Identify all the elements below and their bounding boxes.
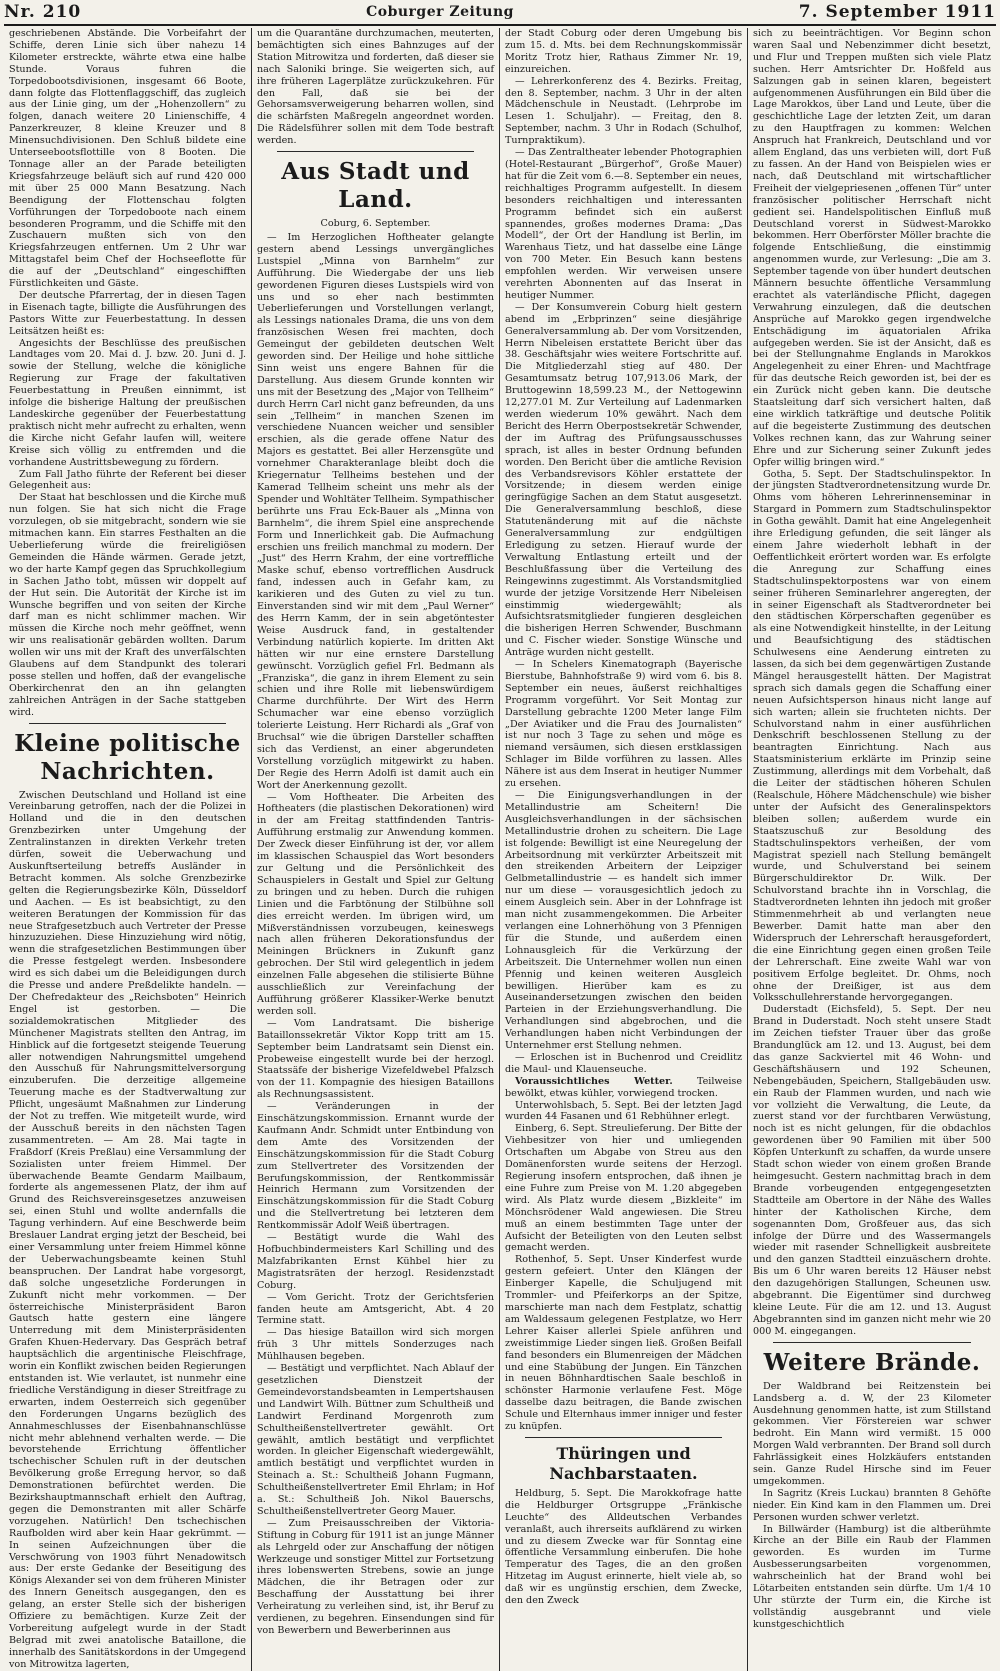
column-1 xyxy=(4,28,252,1671)
column-4 xyxy=(748,28,996,1671)
article-text: In Sagritz (Kreis Luckau) brannten 8 Gehöfte nieder. Ein Kind kam in den Flammen um. Drei Personen wurden schwer verletzt. xyxy=(753,1487,991,1523)
article-text: Zwischen Deutschland und Holland ist eine Vereinbarung getroffen, nach der die Polizei in Holland und die in den deutschen Grenzbezirken unter Umgehung der Zentralinstanzen in direkten Verkehr treten dürfen, soweit die Ueberwachung und Auskunftserteilung betreffs Ausländer in Betracht kommen. Als solche Grenzbezirke gelten die Regierungsbezirke Köln, Düsseldorf und Aachen. — Es ist beabsichtigt, zu den weiteren Beratungen der Kommission für das neue Strafgesetzbuch auch Vertreter der Presse hinzuzuziehen. Diese Hinzuziehung wird nötig, wenn die strafgesetzlichen Bestimmungen über die Presse festgelegt werden. Insbesondere wird es sich dabei um die Beleidigungen durch die Presse und andere Preßdelikte handeln. — Der Chefredakteur des „Reichsboten“ Heinrich Engel ist gestorben. — Die sozialdemokratischen Mitglieder des Münchener Magistrats stellten den Antrag, im Hinblick auf die fortgesetzt steigende Teuerung aller notwendigen Nahrungsmittel umgehend den Ausschuß für Nahrungsmittelversorgung einzuberufen. Die derzeitige allgemeine Teuerung mache es der Stadtverwaltung zur Pflicht, ungesäumt Maßnahmen zur Linderung der Not zu treffen. Wie mitgeteilt wurde, wird der Ausschuß bereits in den nächsten Tagen zusammentreten. — Am 28. Mai tagte in Fraßdorf (Kreis Preßlau) eine Versammlung der Sozialisten unter freiem Himmel. Der überwachende Beamte Gendarm Mailbaum, forderte als angemessenen Platz, der ihm auf Grund des Reichsvereinsgesetzes anzuweisen sei, einen Stuhl und wollte andernfalls die Tagung verhindern. Auf eine Beschwerde beim Breslauer Landrat erging jetzt der Bescheid, bei einer Versammlung unter freiem Himmel könne der Ueberwachungsbeamte keinen Stuhl beanspruchen. Der Landrat habe vorgesorgt, daß solche ungesetzliche Forderungen in Zukunft nicht mehr vorkommen. — Der österreichische Ministerpräsident Baron Gautsch hatte gestern eine längere Unterredung mit dem Ministerpräsidenten Grafen Khuen-Hedervary. Das Gespräch betraf hauptsächlich die argentinische Fleischfrage, worin ein Konflikt zwischen beiden Regierungen entstanden ist. Wie verlautet, ist nunmehr eine friedliche Verständigung in dieser Streitfrage zu erwarten, indem Oesterreich sich gegenüber den Forderungen Ungarns bezüglich des Annahmeschlusses der Eisenbahnanschlüsse nicht mehr ablehnend verhalten werde. — Die bevorstehende Errichtung öffentlicher tschechischer Schulen ruft in der deutschen Bevölkerung große Erregung hervor, so daß Demonstrationen befürchtet werden. Die Bezirkshauptmannschaft erhielt den Auftrag, gegen die Demonstranten mit aller Schärfe vorzugehen. Natürlich! Den tschechischen Raufbolden wird aber kein Haar gekrümmt. — In seinen Aufzeichnungen über die Verschwörung von 1903 führt Nenadowitsch aus: Der erste Gedanke der Beseitigung des Königs Alexander sei von dem früheren Minister des Innern Geneitsch ausgegangen, den es gelang, an erster Stelle sich der bisherigen Offiziere zu bemächtigen. Kurze Zeit der Vorbereitung aufgelegt wurde in der Stadt Belgrad mit zwei anatolische Bataillone, die innerhalb des Sanitätskordons in der Umgegend von Mitrowitza lagerten, xyxy=(9,789,246,1670)
column-3 xyxy=(500,28,748,1671)
article-text: Einberg, 6. Sept. Streulieferung. Der Bitte der Viehbesitzer von hier und umliegenden Ortschaften um Abgabe von Streu aus den Domänenforsten wurde seitens der Herzogl. Regierung insofern entsprochen, daß ihnen je eine Fuhre zum Preise von M. 1.20 abgegeben wird. Als Platz wurde diesem „Bizkleite“ im Mönchsrödener Wald angewiesen. Die Streu muß an einem bestimmten Tage unter der Aufsicht der Beteiligten von den Leuten selbst gemacht werden. xyxy=(505,1123,742,1254)
section-heading-thueringen: Thüringen und Nachbarstaaten. xyxy=(549,1443,698,1483)
article-text: Zum Fall Jatho führte der Referent bei dieser Gelegenheit aus: xyxy=(9,468,246,492)
divider xyxy=(277,151,474,152)
article-text: — Die Einigungsverhandlungen in der Metallindustrie am Scheitern! Die Ausgleichsverhandlungen in der sächsischen Metallindustrie drohen zu scheitern. Die Lage ist folgende: Bewilligt ist eine Neuregelung der Arbeitsordnung mit verkürzter Arbeitszeit mit den streikenden Arbeitern der Leipziger Gelbmetallindustrie — es handelt sich immer nur um diese — vorausgesichtlich jedoch zu einem Ausgleich sein. Aber in der Lohnfrage ist man nicht zusammengekommen. Die Arbeiter verlangen eine Lohnerhöhung von 3 Pfennigen für die Stunde, und außerdem einen Lohnausgleich für die Verkürzung der Arbeitszeit. Die Unternehmer wollen nun einen Pfennig und keinen weiteren Ausgleich bewilligen. Hierüber kam es zu Auseinandersetzungen zwischen den beiden Parteien in der Erziehungsverhandlung. Die Verhandlungen sind abgebrochen, und die Verhandlungen haben nicht Verbindungen der Unternehmer erst Stellung nehmen. xyxy=(505,790,742,1052)
paper-title: Coburger Zeitung xyxy=(366,4,514,20)
weather-text: Teilweise bewölkt, etwas kühler, vorwiegend trocken. xyxy=(505,1075,742,1099)
dateline: Coburg, 6. September. xyxy=(320,218,431,230)
article-text: — Bestätigt wurde die Wahl des Hofbuchbindermeisters Karl Schilling und des Malzfabrikanten Ernst Kühbel hier zu Magistratsräten der herzogl. Residenzstadt Coburg. xyxy=(257,1232,494,1291)
section-heading-stadt-und-land: Aus Stadt und Land. xyxy=(281,158,470,214)
article-text: — Bestätigt und verpflichtet. Nach Ablauf der gesetzlichen Dienstzeit der Gemeindevorstandsbeamten in Lempertshausen und Landwirt Wilh. Büttner zum Schultheiß und Landwirt Ferdinand Morgenroth zum Schultheißenstellvertreter gewählt. Ort gewählt, amtlich bestätigt und verpflichtet worden. In gleicher Eigenschaft wiedergewählt, amtlich bestätigt und verpflichtet wurden in Steinach a. St.: Schultheiß Johann Fugmann, Schultheißenstellvertreter Emil Ehrlam; in Hof a. St.: Schultheiß Joh. Nikol Bauerschs, Schultheißenstellvertreter Georg Mauer. xyxy=(257,1363,494,1517)
article-text: — Vom Hoftheater. Die Arbeiten des Hoftheaters (die plastischen Dekorationen) wird in der am Freitag stattfindenden Tantris-Aufführung erstmalig zur Anwendung kommen. Der Zweck dieser Einführung ist der, vor allem im klassischen Schauspiel das Wort besonders zur Geltung und die Persönlichkeit des Schauspielers in Gestalt und Spiel zur Geltung zu bringen und zu heben. Durch die ruhigen Linien und die Farbtönung der Stilbühne soll dies erreicht werden. Im übrigen wird, um Mißverständnissen vorzubeugen, keineswegs nach allen früheren Dekorationsfundus der Meiningen Brückners in Zukunft ganz gebrochen. Der Stil wird gelegentlich in jedem einzelnen Falle abgesehen die stilisierte Bühne ausschließlich zur Vereinfachung der Aufführung größerer Klassiker-Werke benutzt werden soll. xyxy=(257,791,494,1017)
article-text: Der deutsche Pfarrertag, der in diesen Tagen in Eisenach tagte, billigte die Ausführungen des Pastors Witte zur Feuerbestattung. In dessen Leitsätzen heißt es: xyxy=(9,289,246,337)
article-text: Angesichts der Beschlüsse des preußischen Landtages vom 20. Mai d. J. bzw. 20. Juni d. J. sowie der Stellung, welche die königliche Regierung zur Frage der fakultativen Feuerbestattung in Preußen einnimmt, ist infolge die bisherige Haltung der preußischen Landeskirche gegenüber der Feuerbestattung praktisch nicht mehr aufrecht zu erhalten, wenn die Kirche nicht Gefahr laufen will, weitere Kreise sich völlig zu entfremden und die vorhandene Austrittsbewegung zu fördern. xyxy=(9,337,246,468)
section-heading-kleine-nachrichten: Kleine politische Nachrichten. xyxy=(14,729,241,785)
issue-date: 7. September 1911 xyxy=(798,2,996,22)
article-text: um die Quarantäne durchzumachen, meuterten, bemächtigten sich eines Bahnzuges auf der Station Mitrowitza und forderten, daß dieser sie nach Saloniki bringe. Sie weigerten sich, auf ihre früheren Lagerplätze zurückzukehren. Für den Fall, daß sie bei der Gehorsamsverweigerung beharren wollen, sind die schärfsten Maßregeln angeordnet worden. Die Rädelsführer sollen mit dem Tode bestraft werden. xyxy=(257,28,494,147)
divider xyxy=(525,1437,722,1438)
article-text: — Vom Gericht. Trotz der Gerichtsferien fanden heute am Amtsgericht, Abt. 4 20 Termine statt. xyxy=(257,1291,494,1327)
article-text: — Im Herzoglichen Hoftheater gelangte gestern abend Lessings unvergängliches Lustspiel „Minna von Barnhelm“ zur Aufführung. Die Wiedergabe der uns lieb gewordenen Figuren dieses Lustspiels wird von uns und so eher nach bestimmten Ueberlieferungen und Vorstellungen verlangt, als Lessings nationales Drama, die uns von dem französischen Wesen frei machten, doch Gemeingut der gebildeten deutschen Welt geworden sind. Der Heilige und hohe sittliche Sinn weist uns engere Bahnen für die Darstellung. Aus diesem Grunde konnten wir uns mit der Besetzung des „Major von Tellheim“ durch Herrn Carl nicht ganz befreunden, da uns sein „Tellheim“ in manchen Szenen im verschiedene Nuancen weicher und sensibler erschien, als die gerade offene Natur des Majors es gestattet. Bei aller Herzensgüte und vornehmer Charakteranlage bleibt doch die Kriegernatur Tellheims bestehen und der Kamerad Tellheim scheint uns mehr als der Spender und Wohltäter Tellheim. Sympathischer berührte uns Frau Eck-Bauer als „Minna von Barnhelm“, die ihrem Spiel eine ansprechende Form und Innerlichkeit gab. Die Aufmachung erschien uns freilich manchmal zu modern. Der „Just“ des Herrn Krahm, der eine vortreffliche Maske schuf, ebenso vortrefflichen Ausdruck fand, indessen auch in Gefahr kam, zu karikieren und des Guten zu viel zu tun. Einverstanden sind wir mit dem „Paul Werner“ des Herrn Kamm, der in sein abgetöntester Weise Ausdruck fand, in gestaltender Verbindung natürlich kopierte. Im dritten Akt hätten wir nur eine ernstere Darstellung gewünscht. Vorzüglich gefiel Frl. Bedmann als „Franziska“, die ganz in ihrem Element zu sein schien und ihre Rolle mit liebenswürdigem Charme durchführte. Der Wirt des Herrn Schumacher war eine ebenso vorzüglich tolerierte Leistung. Herr Richardi als „Graf von Bruchsal“ wie die übrigen Darsteller schafften sich das Verdienst, an einer abgerundeten Vorstellung vorzüglich mitgewirkt zu haben. Der Regie des Herrn Adolfi ist damit auch ein Wort der Anerkennung gezollt. xyxy=(257,231,494,791)
article-text: — Das Zentraltheater lebender Photographien (Hotel-Restaurant „Bürgerhof“, Große Mauer) hat für die Zeit vom 6.—8. September ein neues, reichhaltiges Programm aufgestellt. In diesem besonders reichhaltigen und interessanten Programm befindet sich ein außerst spannendes, großes modernes Drama: „Das Modell“, der Ort der Handlung ist Berlin, im Warenhaus Tietz, und hat dasselbe eine Länge von 700 Meter. Ein Besuch kann bestens empfohlen werden. Wir verweisen unsere verehrten Abonnenten auf das Inserat in heutiger Nummer. xyxy=(505,147,742,301)
article-text: Gotha, 5. Sept. Der Stadtschulinspektor. In der jüngsten Stadtverordnetensitzung wurde Dr. Ohms vom höheren Lehrerinnenseminar in Stargard in Pommern zum Stadtschulinspektor in Gotha gewählt. Damit hat eine Angelegenheit ihre Erledigung gefunden, die seit länger als einem Jahre wiederholt lebhaft in der Oeffentlichkeit erörtert worden war. Es erfolgte die Anregung zur Schaffung eines Stadtschulinspektorpostens war von einem seiner früheren Seminarlehrer angeregten, der in seiner Eigenschaft als Stadtverordneter bei den städtischen Körperschaften gegenüber es als eine Notwendigkeit hinstellte, in der Leitung und Beaufsichtigung des städtischen Schulwesens eine Aenderung eintreten zu lassen, da sich bei dem gegenwärtigen Zustande Mängel herausgestellt hätten. Der Magistrat sprach sich damals gegen die Schaffung einer neuen Aufsichtsperson hinaus nicht lange auf sich warten; allein sie fruchteten nichts. Der Schulvorstand nahm in einer ausführlichen Denkschrift beschlossenen Stellung zu der beantragten Einrichtung. Nach aus Staatsministerium erklärte im Prinzip seine Zustimmung, allerdings mit dem Vorbehalt, daß die Leiter der städtischen höheren Schulen (Realschule, Höhere Mädchenschule) wie bisher unter der Aufsicht des Generalinspektors bleiben sollen; außerdem wurde ein Staatszuschuß zur Besoldung des Stadtschulinspektors verheißen, der vom Magistrat speziell nach Stellung bemängelt wurde, und Schulverstand bei seinem Bürgerschuldirektor Dr. Wilk. Der Schulvorstand brachte ihn in Vorschlag, die Stadtverordneten lehnten ihn jedoch mit großer Stimmenmehrheit ab und verlangten neue Bewerber. Damit hatte man aber den Widerspruch der Lehrerschaft herausgefordert, die eine Einrichtung gegen einen großen Teile der Lehrerschaft. Eine zweite Wahl war von positivem Erfolge begleitet. Dr. Ohms, noch ohne der Dreißiger, ist aus dem Volksschullehrerstande hervorgegangen. xyxy=(753,468,991,1004)
article-text: Unterwohlsbach, 5. Sept. Bei der letzten Jagd wurden 44 Fasanen und 61 Rebhühner erlegt. xyxy=(505,1099,742,1123)
columns xyxy=(4,28,996,1670)
article-text: Heldburg, 5. Sept. Die Marokkofrage hatte die Heldburger Ortsgruppe „Fränkische Leuchte“ des Alldeutschen Verbandes veranlaßt, auch ihrerseits aufklärend zu wirken und zu diesem Zwecke war für Sonntag eine öffentliche Versammlung einberufen. Die hohe Temperatur des Tages, die an den großen Hitzetag im August erinnerte, hielt viele ab, so daß wir es ungünstig erschien, dem Zwecke, den den Zweck xyxy=(505,1487,742,1607)
article-text: — Lehrerkonferenz des 4. Bezirks. Freitag, den 8. September, nachm. 3 Uhr in der alten Mädchenschule in Neustadt. (Lehrprobe im Lesen 1. Schuljahr). — Freitag, den 8. September, nachm. 3 Uhr in Rodach (Schulhof, Turnpraktikum). xyxy=(505,75,742,147)
article-text: — Zum Preisausschreiben der Viktoria-Stiftung in Coburg für 1911 ist an junge Männer als Lehrgeld oder zur Anschaffung der nötigen Werkzeuge und sonstiger Mittel zur Fortsetzung ihres lobenswerten Strebens, sowie an junge Mädchen, die ihr Betragen oder zur Beschaffung der Ausstattung bei ihrer Verheiratung zu verleihen sind, ist, ihr Beruf zu verdienen, zu begehren. Einsendungen sind für von Bewerbern und Bewerberinnen aus xyxy=(257,1517,495,1636)
masthead xyxy=(4,0,996,26)
section-heading-weitere-braende: Weitere Brände. xyxy=(763,1348,981,1376)
article-text: Duderstadt (Eichsfeld), 5. Sept. Der neu Brand in Duderstadt. Noch steht unsere Stadt im Zeichen tiefster Trauer über das große Brandunglück am 12. und 13. August, bei dem das ganze Sackviertel mit 46 Wohn- und Geschäftshäusern und 192 Scheunen, Nebengebäuden, Speichern, Stallgebäuden usw. ein Raub der Flammen wurden, und nach wie vor vollzieht die Verwaltung, die Leute, da zuerst stand vor der furchtbaren Verwüstung, noch ist es nicht gelungen, für die obdachlos gewordenen über 90 Familien mit über 500 Köpfen Unterkunft zu schaffen, da wurde unsere Stadt schon wieder von einem großen Brande heimgesucht. Gestern nachmittag brach in dem Brande vorbeugenden entgegengesetzten Stadtteile am Obertore in der Nähe des Walles hinter der Katholischen Kirche, dem sogenannten Dom, Großfeuer aus, das sich infolge der Dürre und des Wassermangels wieder mit rasender Schnelligkeit ausbreitete und den ganzen Stadtteil einzuäschern drohte. Bis um 6 Uhr waren bereits 12 Häuser nebst den dazugehörigen Stallungen, Scheunen usw. abgebrannt. Die Eigentümer sind durchweg kleine Leute. Für die am 12. und 13. August Abgebrannten sind im ganzen nicht mehr wie 20 000 M. eingegangen. xyxy=(753,1004,991,1337)
article-text: — Veränderungen in der Einschätzungskommission. Ernannt wurde der Kaufmann Andr. Schmidt unter Entbindung von dem Amte des Vorsitzenden der Einschätzungskommission für die Stadt Coburg zum Stellvertreter des Vorsitzenden der Berufungskommission, der Rentkommissär Heinrich Hermann zum Vorsitzenden der Einschätzungskommission für die Stadt Coburg und die Stellvertretung bei letzteren dem Rentkommissär Adolf Weiß übertragen. xyxy=(257,1101,494,1232)
article-text: — Erloschen ist in Buchenrod und Creidlitz die Maul- und Klauenseuche. xyxy=(505,1051,742,1075)
article-text: — Das hiesige Bataillon wird sich morgen früh 3 Uhr mittels Sonderzuges nach Mühlhausen begeben. xyxy=(257,1327,494,1363)
article-text: sich zu beeinträchtigen. Vor Beginn schon waren Saal und Nebenzimmer dicht besetzt, und Flur und Treppen mußten sich viele Platz suchen. Herr Amtsrichter Dr. Hoßfeld aus Salzungen gab in seinen klaren, begeistert aufgenommenen Ausführungen ein Bild über die Lage Marokkos, über Land und Leute, über die geschichtliche Lage der letzten Zeit, um daran zu den Hauptfragen zu kommen: Welchen Anspruch hat Frankreich, Deutschland und vor allem England, das uns verbieten will, dort Fuß zu fassen. An der Hand von Beispielen wies er nach, daß Deutschland mit wirtschaftlicher Freiheit der vielgepriesenen „offenen Tür“ unter französischer politischer Herrschaft nicht gedient sei. Handelspolitischen Einfluß muß Deutschland vorerst in Südwest-Marokko bekommen. Herr Oberförster Möller brachte die folgende Entschließung, die einstimmig angenommen wurde, zur Verlesung: „Die am 3. September tagende von über hundert deutschen Männern besuchte öffentliche Versammlung erachtet als vaterländische Pflicht, dagegen Verwahrung einzulegen, daß die deutschen Ansprüche auf Marokko gegen irgendwelche Entschädigung im äquatorialen Afrika aufgegeben werden. Sie ist der Ansicht, daß es bei der Stellungnahme Englands in Marokkos Angelegenheit zu einer Ehren- und Machtfrage für das deutsche Reich geworden ist, bei der es ein Zurück nicht geben kann. Die deutsche Staatsleitung darf sich versichert halten, daß eine wirklich tatkräftige und deutsche Politik auf die begeisterte Zustimmung des deutschen Volkes rechnen kann, das zur Wahrung seiner Ehre und zur Sicherung seiner Zukunft jedes Opfer willig bringen wird.“ xyxy=(753,28,991,468)
column-2 xyxy=(252,28,500,1671)
article-text: Rothenhof, 5. Sept. Unser Kinderfest wurde gestern gefeiert. Unter den Klängen der Einberger Kapelle, die Schuljugend mit Trommler- und Pfeiferkorps an der Spitze, marschierte man nach dem Festplatz, schattig am Waldessaum gelegenen Festplatze, wo Herr Lehrer Kaiser allerlei Spiele anführen und zweistimmige Lieder singen ließ. Großen Beifall fand besonders ein Blumenreigen der Mädchen und eine Stabübung der Jungen. Ein Tänzchen in neuen Böhnhardtischen Saale beschloß in schönster Harmonie verlaufene Fest. Möge dasselbe dazu beitragen, die Bande zwischen Schule und Elternhaus immer inniger und fester zu knüpfen. xyxy=(505,1254,742,1433)
article-text: — Vom Landratsamt. Die bisherige Bataillonssekretär Viktor Kopp tritt am 15. September beim Landratsamt sein Dienst ein. Probeweise eingestellt wurde bei der herzogl. Staatssäfe der bisherige Vizefeldwebel Pfalzsch von der 11. Kompagnie des hiesigen Bataillons als Rechnungsassistent. xyxy=(257,1017,494,1101)
article-text: der Stadt Coburg oder deren Umgebung bis zum 15. d. Mts. bei dem Rechnungskommissär Moritz Trotz hier, Rathaus Zimmer Nr. 19, einzureichen. xyxy=(505,28,742,75)
divider xyxy=(29,723,226,724)
divider xyxy=(773,1342,971,1343)
weather-report xyxy=(505,1076,742,1100)
article-text: geschriebenen Abstände. Die Vorbeifahrt der Schiffe, deren Linie sich über nahezu 14 Kilometer erstreckte, währte etwa eine halbe Stunde. Voraus fuhren die Torpedobootsdivisionen, insgesamt 66 Boote, dann folgte das Flottenflaggschiff, das zugleich aus der Linie ging, um der „Hohenzollern“ zu folgen, danach weitere 20 Linienschiffe, 4 Panzerkreuzer, 8 kleine Kreuzer und 8 Minensuchdivisionen. Den Schluß bildete eine Unterseebootsflottille von 8 Booten. Die Tonnage aller an der Parade beteiligten Kriegsfahrzeuge beläuft sich auf rund 420 000 mit über 25 000 Mann Besatzung. Nach Beendigung der Flottenschau folgten Vorführungen der Torpedoboote nach einem besonderen Programm, und die Schiffe mit den Zuschauern mußten sich von den Kriegsfahrzeugen entfernen. Um 2 Uhr war Mittagstafel beim Chef der Hochseeflotte für die auf der „Deutschland“ eingeschifften Fürstlichkeiten und Gäste. xyxy=(9,28,246,290)
article-text: — Der Konsumverein Coburg hielt gestern abend im „Erbprinzen“ seine diesjährige Generalversammlung ab. Der vom Vorsitzenden, Herrn Nibeleisen erstattete Bericht über das 38. Geschäftsjahr wies weitere Fortschritte auf. Die Mitgliederzahl stieg auf 480. Der Gesamtumsatz betrug 107,913.06 Mark, der Bruttogewinn 18,599.23 M., der Nettogewinn 12,277.01 M. Zur Verteilung auf Ladenmarken werden wiederum 10% gewährt. Nach dem Bericht des Herrn Oberpostsekretär Schwender, der im Auftrag des Prüfungsausschusses sprach, ist alles in bester Ordnung befunden worden. Den Bericht über die amtliche Revision des Verbandsrevisors Köhler erstattete der Vorsitzende; in diesem werden einige geringfügige Sachen an dem Statut ausgesetzt. Die Generalversammlung beschloß, diese Statutenänderung mit auf die nächste Generalversammlung zur endgültigen Erledigung zu setzen. Hierauf wurde der Verwaltung Entlastung erteilt und der Beschlußfassung über die Verteilung des Reingewinns zugestimmt. Als Vorstandsmitglied wurde der jetzige Vorsitzende Herr Nibeleisen einstimmig wiedergewählt; als Aufsichtsratsmitglieder fungieren desgleichen die bisherigen Herren Schwender, Buschmann und C. Fischer wieder. Sonstige Wünsche und Anträge wurden nicht gestellt. xyxy=(505,301,742,659)
article-text: Der Waldbrand bei Reitzenstein bei Landsberg a. d. W, der 23 Kilometer Ausdehnung genommen hatte, ist zum Stillstand gekommen. Vier Förstereien war schwer bedroht. Ein Mann wird vermißt. 15 000 Morgen Wald verbrannten. Der Brand soll durch Fahrlässigkeit eines Holzkäufers entstanden sein. Ganze Rudel Hirsche sind im Feuer umgekommen. xyxy=(753,1380,991,1487)
article-text: In Billwärder (Hamburg) ist die altberühmte Kirche an der Bille ein Raub der Flammen geworden. Es wurden im Turme Ausbesserungsarbeiten vorgenommen, wahrscheinlich hat der Brand wohl bei Lötarbeiten entstanden sein dürfte. Um 1/4 10 Uhr stürzte der Turm ein, die Kirche ist vollständig ausgebrannt und viele kunstgeschichtlich xyxy=(753,1523,991,1630)
article-text: — In Schelers Kinematograph (Bayerische Bierstube, Bahnhofstraße 9) wird vom 6. bis 8. September ein neues, äußerst reichhaltiges Programm vorgeführt. Vor Seit Montag zur Darstellung gebrachte 1200 Meter lange Film „Der Aviatiker und die Frau des Journalisten“ ist nur noch 3 Tage zu sehen und möge es niemand versäumen, sich diesen erstklassigen Schlager im Bilde vorführen zu lassen. Alles Nähere ist aus dem Inserat in heutiger Nummer zu ersehen. xyxy=(505,659,742,790)
article-text: Der Staat hat beschlossen und die Kirche muß nun folgen. Sie hat sich nicht die Frage vorzulegen, ob sie mitgebracht, sondern wie sie mitmachen kann. Ein starres Festhalten an die Ueberlieferung würde die freireligiösen Gemeinden die Hände wärmen. Gerade jetzt, wo der harte Kampf gegen das Spruchkollegium in Sachen Jatho tobt, müssen wir doppelt auf der Hut sein. Die Autorität der Kirche ist im Wunsche begriffen und von seiten der Kirche darf man es nicht schlimmer machen. Wir müssen die Kirche noch mehr geöffnet, wenn wir uns realisationär gebärden wollten. Darum wollen wir uns mit der Kraft des unverfälschten Glaubens auf dem Standpunkt des tolerari posse stellen und hoffen, daß der evangelische Oberkirchenrat den an ihn gelangten zahlreichen Anträgen in der Sache stattgeben wird. xyxy=(9,492,246,718)
weather-heading: Voraussichtliches Wetter. xyxy=(515,1075,673,1087)
issue-number: Nr. 210 xyxy=(4,2,82,22)
